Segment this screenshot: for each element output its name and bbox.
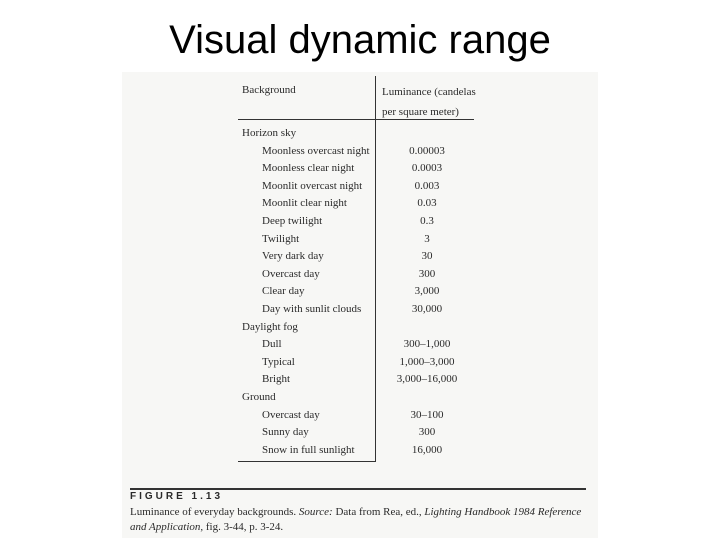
table-row [122, 161, 598, 179]
row-luminance-value: 30,000 [411, 302, 443, 315]
row-label: Snow in full sunlight [262, 443, 355, 456]
row-label: Sunny day [262, 426, 309, 439]
row-luminance-value: 0.0003 [411, 162, 443, 175]
row-label: Overcast day [262, 267, 320, 280]
table-row [122, 284, 598, 302]
table-group-row [122, 320, 598, 338]
row-luminance-value: 16,000 [411, 443, 443, 456]
row-label: Day with sunlit clouds [262, 302, 362, 315]
caption-book: Lighting Handbook 1984 Reference and Application, [130, 506, 582, 533]
scanned-figure [122, 72, 598, 538]
caption-source-label: Source: [298, 506, 333, 518]
table-row [122, 443, 598, 461]
table-row [122, 214, 598, 232]
row-label: Twilight [262, 232, 300, 245]
row-luminance-value: 300 [418, 267, 436, 280]
row-label: Horizon sky [242, 127, 297, 139]
row-luminance-value: 0.003 [414, 179, 440, 192]
column-header-luminance: Luminance (candelas per square meter) [382, 86, 476, 118]
row-label: Daylight fog [242, 320, 298, 333]
row-label: Moonless overcast night [262, 144, 370, 157]
table-row [122, 179, 598, 197]
table-group-row [122, 390, 598, 408]
figure-label: FIGURE 1.13 [130, 491, 224, 502]
slide-title: Visual dynamic range [169, 18, 551, 62]
row-luminance-value: 3 [424, 232, 430, 245]
row-label: Deep twilight [262, 214, 323, 227]
row-luminance-value: 30 [421, 250, 433, 263]
table-row [122, 232, 598, 250]
caption-text: Luminance of everyday backgrounds. [130, 506, 297, 518]
figure-caption [130, 505, 594, 535]
row-luminance-value: 3,000 [414, 285, 440, 298]
row-luminance-value: 30–100 [410, 408, 444, 421]
column-header-background: Background [242, 84, 296, 96]
figure-rule [130, 488, 586, 490]
row-luminance-value: 0.3 [420, 214, 434, 227]
table-row [122, 144, 598, 162]
row-label: Overcast day [262, 408, 320, 421]
table-bottom-rule [238, 461, 376, 462]
table-row [122, 249, 598, 267]
table-row [122, 355, 598, 373]
row-luminance-value: 0.03 [417, 197, 437, 210]
row-label: Moonlit clear night [262, 197, 347, 210]
table-row [122, 337, 598, 355]
table-rows [122, 126, 598, 460]
table-row [122, 196, 598, 214]
row-label: Dull [262, 338, 282, 351]
caption-pages: fig. 3-44, p. 3-24. [205, 521, 284, 533]
row-label: Moonless clear night [262, 162, 355, 175]
table-row [122, 408, 598, 426]
row-luminance-value: 300 [418, 426, 436, 439]
row-luminance-value: 1,000–3,000 [399, 355, 455, 368]
row-label: Bright [262, 373, 291, 386]
row-label: Very dark day [262, 250, 324, 263]
row-luminance-value: 3,000–16,000 [396, 373, 458, 386]
table-row [122, 267, 598, 285]
table-group-row [122, 126, 598, 144]
row-label: Ground [242, 390, 276, 403]
row-label: Clear day [262, 285, 305, 298]
row-label: Moonlit overcast night [262, 179, 363, 192]
table-row [122, 372, 598, 390]
row-luminance-value: 300–1,000 [403, 338, 451, 351]
row-luminance-value: 0.00003 [409, 144, 445, 157]
table-row [122, 302, 598, 320]
table-row [122, 425, 598, 443]
row-label: Typical [262, 355, 295, 368]
caption-source-text: Data from Rea, ed., [335, 506, 422, 518]
